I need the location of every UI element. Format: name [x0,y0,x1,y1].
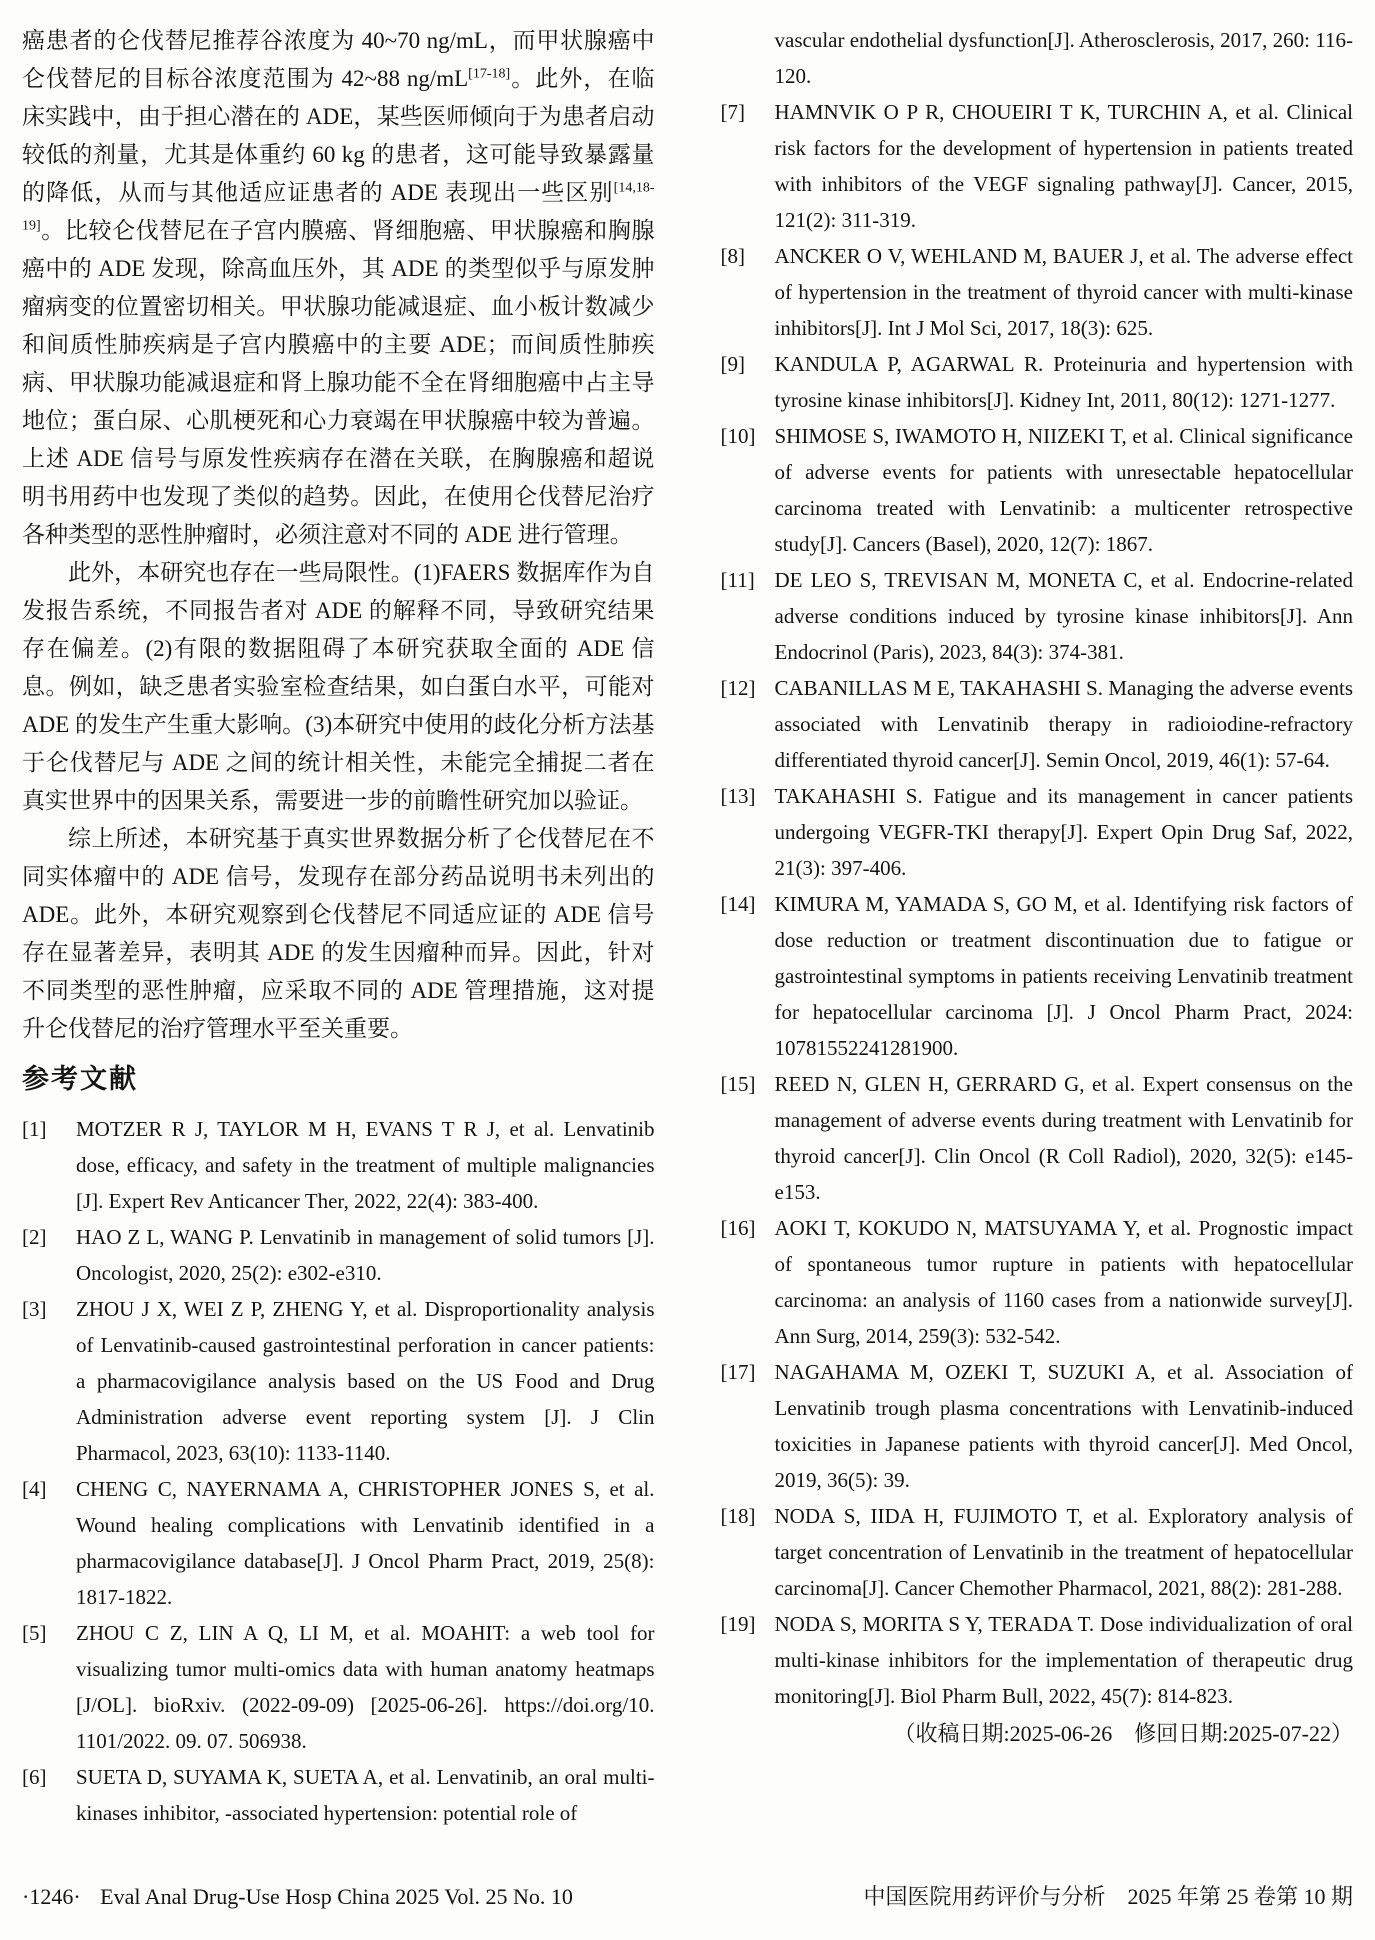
reference-text: REED N, GLEN H, GERRARD G, et al. Expert consensus on the management of adverse events during treatment with Lenvatinib for thyroid cancer[J]. Clin Oncol (R Coll Radiol), 2020, 32(5): e145-e153. [774,1072,1353,1204]
reference-item [721,418,1354,562]
reference-number: [2] [22,1225,47,1249]
reference-item [721,778,1354,886]
reference-number: [16] [720,1216,756,1240]
reference-text: HAO Z L, WANG P. Lenvatinib in management of solid tumors [J]. Oncologist, 2020, 25(2): e302-e310. [76,1225,655,1285]
citation-superscript: [17-18] [468,66,511,82]
reference-item [22,1759,655,1831]
reference-number: [5] [22,1621,47,1645]
reference-text: vascular endothelial dysfunction[J]. Atherosclerosis, 2017, 260: 116-120. [774,28,1353,88]
reference-number: [6] [22,1765,47,1789]
reference-item [22,1111,655,1219]
reference-text: ZHOU C Z, LIN A Q, LI M, et al. MOAHIT: a web tool for visualizing tumor multi-omics data with human anatomy heatmaps [J/OL]. bioRxiv. (2022-09-09) [2025-06-26]. https://doi.org/10. 1101/2022. 09. 07. 506938. [76,1621,655,1753]
reference-item [721,1354,1354,1498]
reference-item [721,1210,1354,1354]
received-revised-dates: （收稿日期:2025-06-26 修回日期:2025-07-22） [893,1721,1353,1746]
paragraph-continuation [22,22,655,554]
footer-left [22,1882,573,1912]
reference-text: HAMNVIK O P R, CHOUEIRI T K, TURCHIN A, et al. Clinical risk factors for the development of hypertension in patients treated with inhibitors of the VEGF signaling pathway[J]. Cancer, 2015, 121(2): 311-319. [774,100,1353,232]
reference-number: [18] [720,1504,756,1528]
reference-item [721,562,1354,670]
references-heading: 参考文献 [22,1064,138,1094]
reference-number: [15] [720,1072,756,1096]
reference-number: [7] [720,100,745,124]
reference-text: SHIMOSE S, IWAMOTO H, NIIZEKI T, et al. Clinical significance of adverse events for patients with unresectable hepatocellular carcinoma treated with Lenvatinib: a multicenter retrospective study[J]. Cancers (Basel), 2020, 12(7): 1867. [774,424,1353,556]
reference-number: [1] [22,1117,47,1141]
reference-text: KIMURA M, YAMADA S, GO M, et al. Identifying risk factors of dose reduction or treatment discontinuation due to fatigue or gastrointestinal symptoms in patients receiving Lenvatinib treatment for hepatocellular carcinoma [J]. J Oncol Pharm Pract, 2024: 10781552241281900. [774,892,1353,1060]
limitations-paragraph: 此外，本研究也存在一些局限性。(1)FAERS 数据库作为自发报告系统，不同报告者对 ADE 的解释不同，导致研究结果存在偏差。(2)有限的数据阻碍了本研究获取全面的 ADE 信息。例如，缺乏患者实验室检查结果，如白蛋白水平，可能对 ADE 的发生产生重大影响。(3)本研究中使用的歧化分析方法基于仑伐替尼与 ADE 之间的统计相关性，未能完全捕捉二者在真实世界中的因果关系，需要进一步的前瞻性研究加以验证。 [22,560,655,813]
reference-text: KANDULA P, AGARWAL R. Proteinuria and hypertension with tyrosine kinase inhibitors[J]. Kidney Int, 2011, 80(12): 1271-1277. [774,352,1353,412]
reference-text: NODA S, IIDA H, FUJIMOTO T, et al. Exploratory analysis of target concentration of Lenvatinib in the treatment of hepatocellular carcinoma[J]. Cancer Chemother Pharmacol, 2021, 88(2): 281-288. [774,1504,1353,1600]
reference-item [721,1498,1354,1606]
reference-text: NODA S, MORITA S Y, TERADA T. Dose individualization of oral multi-kinase inhibitors for the implementation of therapeutic drug monitoring[J]. Biol Pharm Bull, 2022, 45(7): 814-823. [774,1612,1353,1708]
body-text: 。此外，在临床实践中，由于担心潜在的 ADE，某些医师倾向于为患者启动较低的剂量，尤其是体重约 60 kg 的患者，这可能导致暴露量的降低，从而与其他适应证患者的 ADE 表现出一些区别 [22,66,655,205]
reference-text: CHENG C, NAYERNAMA A, CHRISTOPHER JONES S, et al. Wound healing complications with Lenvatinib identified in a pharmacovigilance database[J]. J Oncol Pharm Pract, 2019, 25(8): 1817-1822. [76,1477,655,1609]
reference-item [721,886,1354,1066]
reference-item [721,670,1354,778]
reference-item [721,1066,1354,1210]
footer-page-number: ·1246· [22,1884,81,1909]
reference-item [22,1471,655,1615]
body-text: 。比较仑伐替尼在子宫内膜癌、肾细胞癌、甲状腺癌和胸腺癌中的 ADE 发现，除高血压外，其 ADE 的类型似乎与原发肿瘤病变的位置密切相关。甲状腺功能减退症、血小板计数减少和间质性肺疾病是子宫内膜癌中的主要 ADE；而间质性肺疾病、甲状腺功能减退症和肾上腺功能不全在肾细胞癌中占主导地位；蛋白尿、心肌梗死和心力衰竭在甲状腺癌中较为普遍。上述 ADE 信号与原发性疾病存在潜在关联，在胸腺癌和超说明书用药中也发现了类似的趋势。因此，在使用仑伐替尼治疗各种类型的恶性肿瘤时，必须注意对不同的 ADE 进行管理。 [22,218,655,547]
footer-journal-title-en: Eval Anal Drug-Use Hosp China 2025 Vol. 25 No. 10 [100,1884,573,1909]
reference-item [22,1615,655,1759]
reference-number: [3] [22,1297,47,1321]
reference-number: [13] [720,784,756,808]
reference-item [721,346,1354,418]
citation-superscript: [14,18-19] [22,180,655,234]
body-text: 癌患者的仑伐替尼推荐谷浓度为 40~70 ng/mL，而甲状腺癌中仑伐替尼的目标谷浓度范围为 42~88 ng/mL [22,28,655,91]
reference-text: ANCKER O V, WEHLAND M, BAUER J, et al. The adverse effect of hypertension in the treatment of thyroid cancer with multi-kinase inhibitors[J]. Int J Mol Sci, 2017, 18(3): 625. [774,244,1353,340]
page-footer [22,1882,1353,1912]
reference-continuation [721,22,1354,94]
conclusion-paragraph: 综上所述，本研究基于真实世界数据分析了仑伐替尼在不同实体瘤中的 ADE 信号，发现存在部分药品说明书未列出的 ADE。此外，本研究观察到仑伐替尼不同适应证的 ADE 信号存在显著差异，表明其 ADE 的发生因瘤种而异。因此，针对不同类型的恶性肿瘤，应采取不同的 ADE 管理措施，这对提升仑伐替尼的治疗管理水平至关重要。 [22,826,655,1041]
reference-number: [10] [720,424,756,448]
reference-number: [9] [720,352,745,376]
reference-text: NAGAHAMA M, OZEKI T, SUZUKI A, et al. Association of Lenvatinib trough plasma concentrations with Lenvatinib-induced toxicities in Japanese patients with thyroid cancer[J]. Med Oncol, 2019, 36(5): 39. [774,1360,1353,1492]
reference-number: [14] [720,892,756,916]
reference-text: TAKAHASHI S. Fatigue and its management in cancer patients undergoing VEGFR-TKI therapy[J]. Expert Opin Drug Saf, 2022, 21(3): 397-406. [774,784,1353,880]
reference-number: [11] [720,568,755,592]
reference-number: [12] [720,676,756,700]
reference-number: [4] [22,1477,47,1501]
reference-number: [8] [720,244,745,268]
references-list-left [22,1111,655,1831]
reference-text: ZHOU J X, WEI Z P, ZHENG Y, et al. Disproportionality analysis of Lenvatinib-caused gastrointestinal perforation in cancer patients: a pharmacovigilance analysis based on the US Food and Drug Administration adverse event reporting system [J]. J Clin Pharmacol, 2023, 63(10): 1133-1140. [76,1297,655,1465]
reference-text: DE LEO S, TREVISAN M, MONETA C, et al. Endocrine-related adverse conditions induced by tyrosine kinase inhibitors[J]. Ann Endocrinol (Paris), 2023, 84(3): 374-381. [774,568,1353,664]
reference-text: SUETA D, SUYAMA K, SUETA A, et al. Lenvatinib, an oral multi-kinases inhibitor, -associated hypertension: potential role of [76,1765,655,1825]
reference-text: CABANILLAS M E, TAKAHASHI S. Managing the adverse events associated with Lenvatinib therapy in radioiodine-refractory differentiated thyroid cancer[J]. Semin Oncol, 2019, 46(1): 57-64. [774,676,1353,772]
footer-journal-title-cn: 中国医院用药评价与分析 2025 年第 25 卷第 10 期 [863,1884,1353,1909]
reference-number: [19] [720,1612,756,1636]
reference-text: MOTZER R J, TAYLOR M H, EVANS T R J, et al. Lenvatinib dose, efficacy, and safety in the treatment of multiple malignancies [J]. Expert Rev Anticancer Ther, 2022, 22(4): 383-400. [76,1117,655,1213]
right-column [721,22,1354,1854]
reference-item [22,1219,655,1291]
reference-item [721,238,1354,346]
references-list-right [721,94,1354,1714]
two-column-layout [22,22,1353,1854]
reference-item [22,1291,655,1471]
reference-item [721,1606,1354,1714]
reference-item [721,94,1354,238]
left-column [22,22,655,1854]
reference-text: AOKI T, KOKUDO N, MATSUYAMA Y, et al. Prognostic impact of spontaneous tumor rupture in patients with hepatocellular carcinoma: an analysis of 1160 cases from a nationwide survey[J]. Ann Surg, 2014, 259(3): 532-542. [774,1216,1353,1348]
reference-number: [17] [720,1360,756,1384]
